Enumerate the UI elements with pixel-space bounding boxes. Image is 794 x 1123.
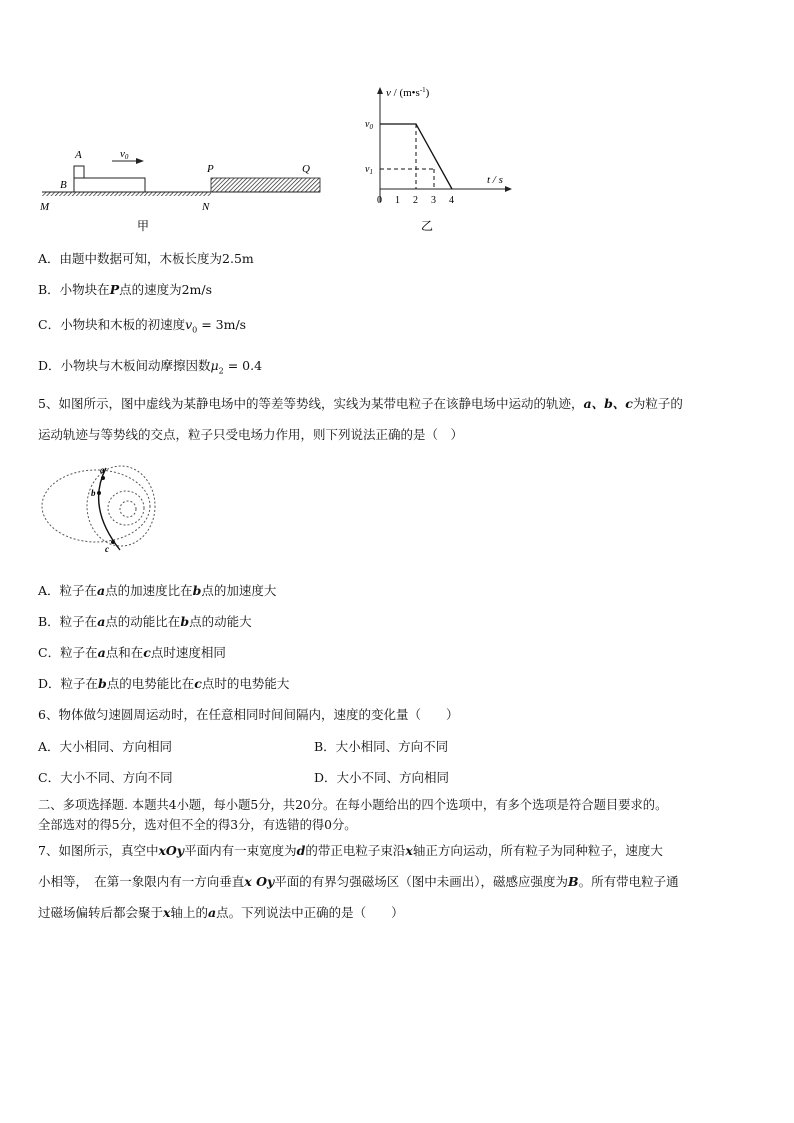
point-a <box>101 476 105 480</box>
x-tick-label: 3 <box>431 195 436 206</box>
velocity-arrow-head <box>136 158 144 164</box>
equipotential-inner <box>108 491 144 525</box>
rough-surface <box>211 178 320 192</box>
q6-option-d: D．大小不同、方向相同 <box>314 770 450 785</box>
q5-stem-line1: 5、如图所示，图中虚线为某静电场中的等差等势线，实线为某带电粒子在该静电场中运动的轨迹，a、b、c为粒子的 <box>38 396 683 411</box>
q5-option-a: A．粒子在a点的加速度比在b点的加速度大 <box>38 583 277 598</box>
axis-x-label: t / s <box>487 174 503 186</box>
particle-trajectory <box>99 468 120 550</box>
q4-option-b: B．小物块在P点的速度为2m/s <box>38 282 213 297</box>
section2-heading-line1: 二、多项选择题. 本题共4小题，每小题5分，共20分。在每小题给出的四个选项中，有多个选项是符合题目要求的。 <box>38 798 668 812</box>
label-a: A <box>75 149 82 161</box>
figure-q5-equipotential <box>38 462 163 554</box>
caption-jia: 甲 <box>137 219 150 233</box>
section2-heading-line2: 全部选对的得5分，选对但不全的得3分，有选错的得0分。 <box>38 818 357 832</box>
label-q: Q <box>302 163 310 175</box>
x-tick-label: 0 <box>377 195 382 206</box>
label-v0: v0 <box>120 148 129 161</box>
point-c <box>111 540 115 544</box>
axis-y-label: v / $(m•s^{-1})$ <box>386 86 430 99</box>
x-tick-label: 4 <box>449 195 454 206</box>
figure-jia <box>30 140 330 240</box>
ground-hatch-left <box>42 192 211 196</box>
q7-stem-line2: 小相等， 在第一象限内有一方向垂直x Oy平面的有界匀强磁场区（图中未画出），磁感应强度为B。所有带电粒子通 <box>38 874 679 889</box>
tick-v1: $v_1$ <box>365 164 373 176</box>
label-point-a: a <box>100 465 105 475</box>
figure-yi-vt-graph <box>355 80 525 235</box>
axis-y-arrow <box>377 87 383 94</box>
equipotential-outer <box>42 470 150 542</box>
q4-option-c: C．小物块和木板的初速度$v_0 = 3m/s$ <box>38 317 247 335</box>
label-p: P <box>207 163 214 175</box>
equipotential-core <box>120 501 136 517</box>
q5-option-d: D．粒子在b点的电势能比在c点时的电势能大 <box>38 676 290 691</box>
x-tick-label: 2 <box>413 195 418 206</box>
label-b: B <box>60 179 67 191</box>
q5-option-b: B．粒子在a点的动能比在b点的动能大 <box>38 614 252 629</box>
q5-option-c: C．粒子在a点和在c点时速度相同 <box>38 645 226 660</box>
tick-v0: $v_0$ <box>365 119 373 131</box>
point-b <box>97 491 101 495</box>
block-a <box>74 166 84 178</box>
q4-option-d: D．小物块与木板间动摩擦因数$\mu_2 = 0.4$ <box>38 358 263 376</box>
q6-option-b: B．大小相同、方向不同 <box>314 739 449 754</box>
label-m: M <box>40 201 50 213</box>
label-point-b: b <box>91 488 96 498</box>
q5-stem-line2: 运动轨迹与等势线的交点，粒子只受电场力作用，则下列说法正确的是（ ） <box>38 427 464 442</box>
q4-option-a: A．由题中数据可知，木板长度为2.5m <box>38 251 254 266</box>
q7-stem-line1: 7、如图所示，真空中xOy平面内有一束宽度为d的带正电粒子束沿x轴正方向运动，所有粒子为同种粒子，速度大 <box>38 843 663 858</box>
q6-option-a: A．大小相同、方向相同 <box>38 739 173 754</box>
q7-stem-line3: 过磁场偏转后都会聚于x轴上的a点。下列说法中正确的是（ ） <box>38 905 404 920</box>
q6-stem: 6、物体做匀速圆周运动时，在任意相同时间间隔内，速度的变化量（ ） <box>38 707 459 722</box>
q6-option-c: C．大小不同、方向不同 <box>38 770 173 785</box>
axis-x-arrow <box>505 186 512 192</box>
label-point-c: c <box>105 544 109 554</box>
label-n: N <box>202 201 210 213</box>
wooden-board <box>74 178 145 192</box>
caption-yi: 乙 <box>421 219 434 233</box>
x-tick-label: 1 <box>395 195 400 206</box>
